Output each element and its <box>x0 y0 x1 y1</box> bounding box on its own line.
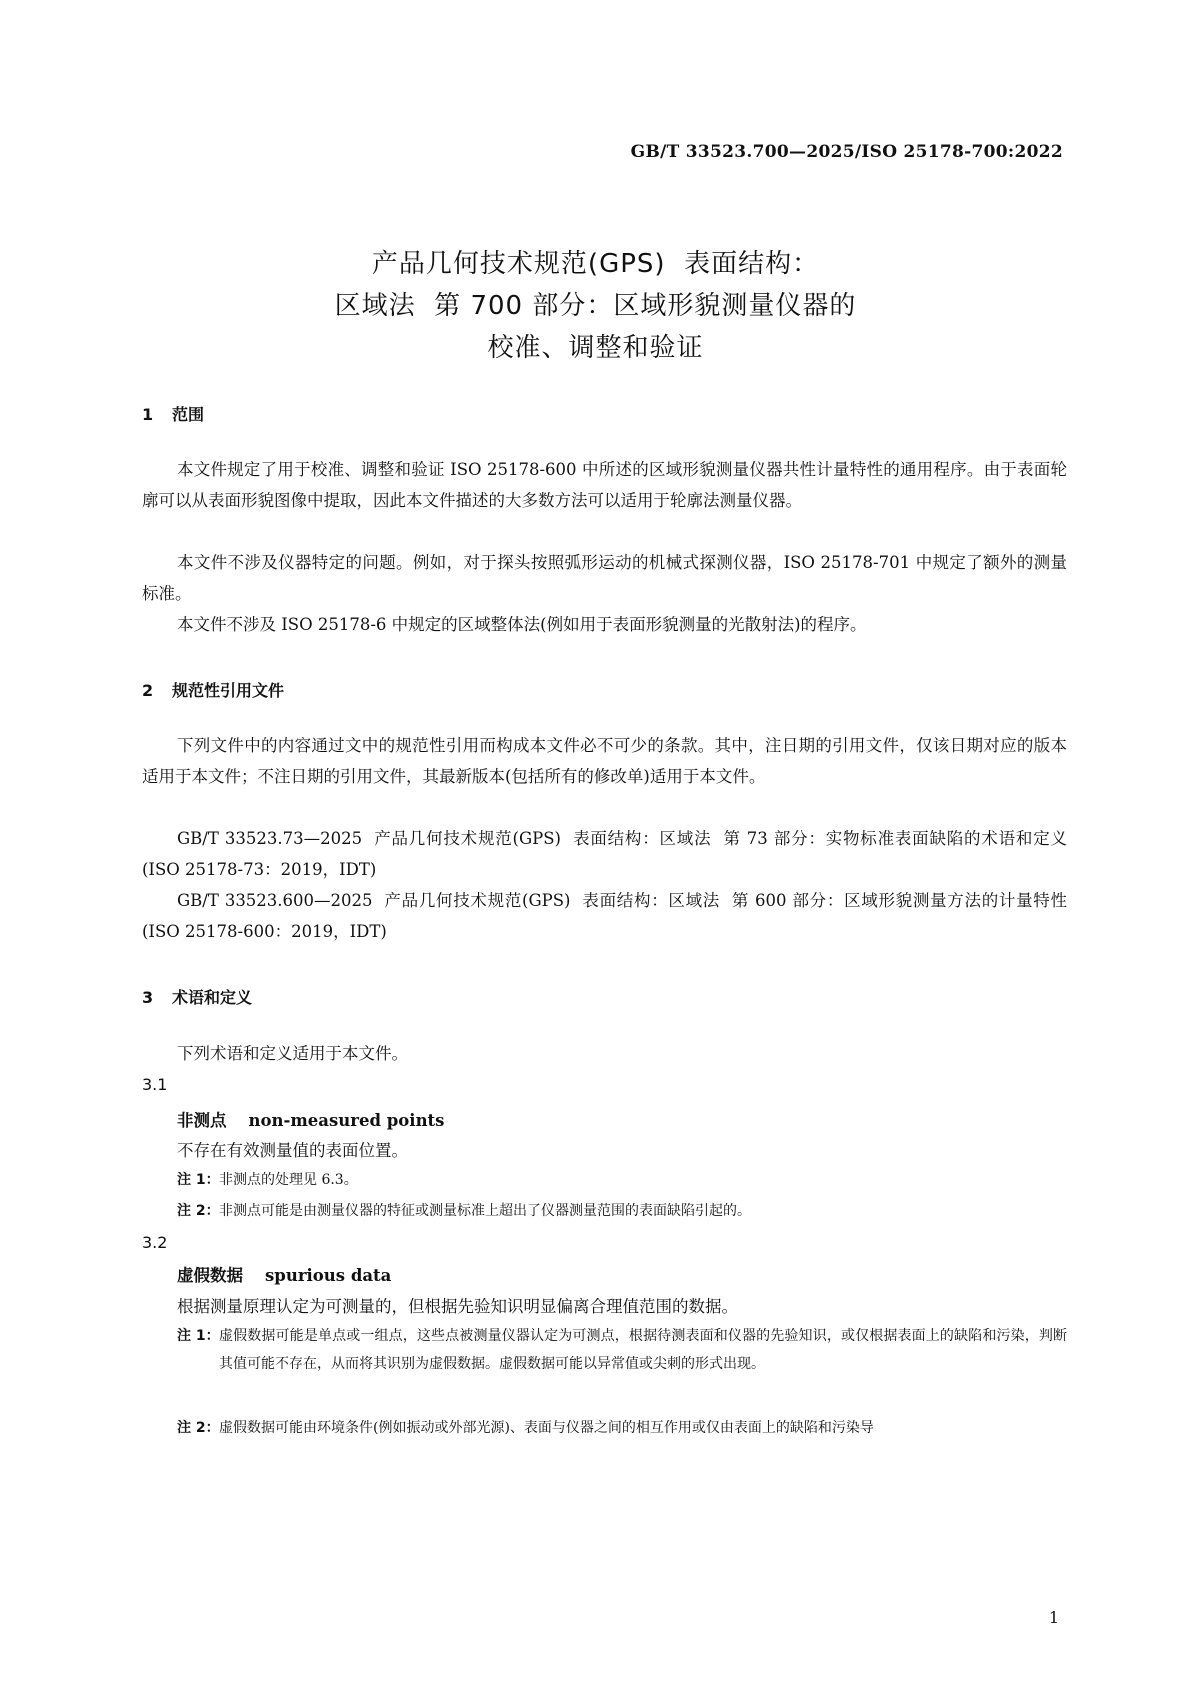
reference-entry: GB/T 33523.600—2025 产品几何技术规范(GPS) 表面结构：区域法 第 600 部分：区域形貌测量方法的计量特性(ISO 25178-600：2019，IDT) <box>142 891 1067 941</box>
paragraph: 下列术语和定义适用于本文件。 <box>177 1044 408 1063</box>
term-definition: 不存在有效测量值的表面位置。 <box>177 1141 408 1160</box>
title-line-1: 产品几何技术规范(GPS) 表面结构： <box>371 249 820 279</box>
term-entry <box>177 1262 391 1286</box>
paragraph: 本文件不涉及 ISO 25178-6 中规定的区域整体法(例如用于表面形貌测量的光散射法)的程序。 <box>177 615 867 634</box>
note-text: 非测点的处理见 6.3。 <box>219 1172 358 1188</box>
paragraph: 本文件不涉及仪器特定的问题。例如，对于探头按照弧形运动的机械式探测仪器，ISO 25178-701 中规定了额外的测量标准。 <box>142 553 1067 603</box>
reference-entry: GB/T 33523.73—2025 产品几何技术规范(GPS) 表面结构：区域法 第 73 部分：实物标准表面缺陷的术语和定义(ISO 25178-73：2019，IDT) <box>142 829 1067 879</box>
note-label: 注 1： <box>177 1328 220 1344</box>
term-definition: 根据测量原理认定为可测量的，但根据先验知识明显偏离合理值范围的数据。 <box>177 1297 738 1316</box>
term-en: non-measured points <box>248 1111 445 1130</box>
section-number: 1 <box>142 405 154 424</box>
note-label: 注 2： <box>177 1420 220 1436</box>
page-number: 1 <box>1048 1608 1059 1627</box>
term-entry <box>177 1107 444 1131</box>
paragraph: 下列文件中的内容通过文中的规范性引用而构成本文件必不可少的条款。其中，注日期的引用文件，仅该日期对应的版本适用于本文件；不注日期的引用文件，其最新版本(包括所有的修改单)适用于本文件。 <box>142 736 1067 786</box>
note <box>177 1197 1067 1225</box>
note-text: 虚假数据可能由环境条件(例如振动或外部光源)、表面与仪器之间的相互作用或仅由表面上的缺陷和污染导 <box>219 1420 874 1436</box>
note-label: 注 1： <box>177 1172 220 1188</box>
term-number: 3.2 <box>142 1233 168 1252</box>
title-line-2: 区域法 第 700 部分：区域形貌测量仪器的 <box>334 291 857 321</box>
section-number: 2 <box>142 681 154 700</box>
note-text: 非测点可能是由测量仪器的特征或测量标准上超出了仪器测量范围的表面缺陷引起的。 <box>219 1203 751 1219</box>
note-text: 虚假数据可能是单点或一组点，这些点被测量仪器认定为可测点，根据待测表面和仪器的先验知识，或仅根据表面上的缺陷和污染，判断其值可能不存在，从而将其识别为虚假数据。虚假数据可能以异常值或尖刺的形式出现。 <box>219 1328 1067 1372</box>
note-label: 注 2： <box>177 1203 220 1219</box>
term-en: spurious data <box>265 1266 392 1285</box>
paragraph: 本文件规定了用于校准、调整和验证 ISO 25178-600 中所述的区域形貌测量仪器共性计量特性的通用程序。由于表面轮廓可以从表面形貌图像中提取，因此本文件描述的大多数方法可以适用于轮廓法测量仪器。 <box>142 460 1067 510</box>
section-2-heading <box>142 678 284 701</box>
term-zh: 虚假数据 <box>177 1266 243 1285</box>
standard-code: GB/T 33523.700—2025/ISO 25178-700:2022 <box>630 142 1063 162</box>
section-3-heading <box>142 985 252 1008</box>
section-title: 规范性引用文件 <box>172 681 285 700</box>
section-1-heading <box>142 402 204 425</box>
note <box>177 1166 1067 1194</box>
title-line-3: 校准、调整和验证 <box>487 333 704 363</box>
section-title: 范围 <box>172 405 205 424</box>
term-number: 3.1 <box>142 1075 168 1094</box>
note <box>177 1414 1067 1442</box>
section-title: 术语和定义 <box>172 988 253 1007</box>
section-number: 3 <box>142 988 154 1007</box>
document-title <box>0 243 1191 369</box>
note <box>177 1322 1067 1378</box>
term-zh: 非测点 <box>177 1111 227 1130</box>
